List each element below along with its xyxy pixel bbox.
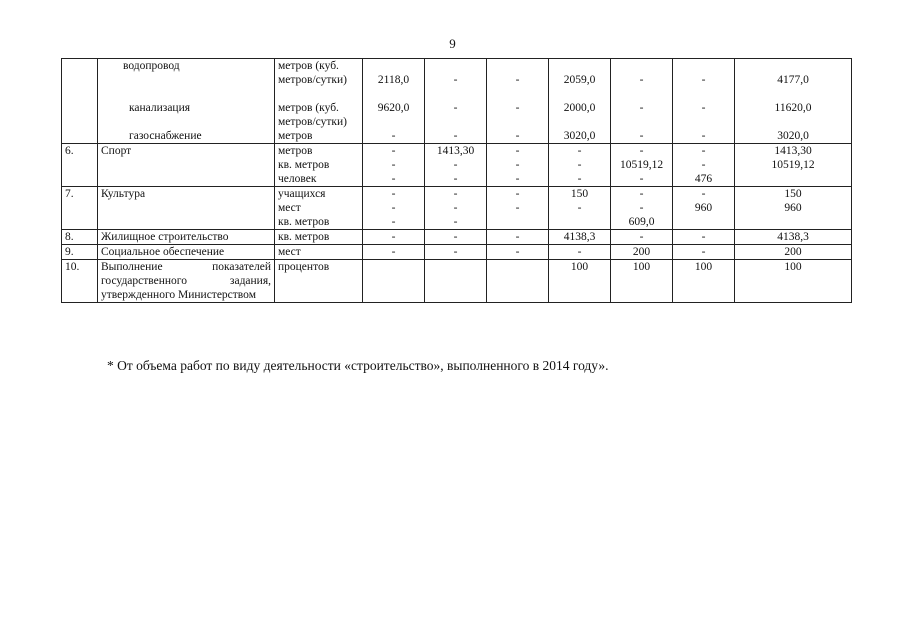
value-line: 2000,0 [563, 102, 596, 114]
value-line [738, 115, 848, 129]
value-line: - [391, 231, 396, 243]
row-name-line: Культура [101, 188, 146, 200]
footnote: * От объема работ по виду деятельности «строительство», выполненного в 2014 году». [107, 358, 609, 373]
value-cell [735, 187, 852, 230]
value-cell [673, 59, 735, 144]
row-unit-line: метров (куб. [278, 60, 339, 72]
value-line: 200 [632, 246, 651, 258]
value-line: 609,0 [628, 216, 655, 228]
value-line: - [453, 74, 458, 86]
row-unit-line: мест [278, 202, 301, 214]
value-line [614, 115, 669, 129]
value-line: - [701, 74, 706, 86]
row-name-line: Спорт [101, 145, 132, 157]
value-line: 3020,0 [777, 130, 809, 142]
row-name [98, 245, 275, 260]
value-line [428, 59, 483, 73]
value-line: - [391, 145, 396, 157]
value-line [676, 115, 731, 129]
value-cell [425, 144, 487, 187]
value-line: 150 [570, 188, 589, 200]
value-line: - [453, 188, 458, 200]
value-cell [673, 245, 735, 260]
value-cell [611, 59, 673, 144]
value-line [552, 59, 607, 73]
value-line: 960 [784, 202, 802, 214]
value-line: - [453, 202, 458, 214]
value-line: 476 [694, 173, 713, 185]
value-line: - [515, 102, 520, 114]
value-cell [487, 59, 549, 144]
data-table [61, 58, 852, 303]
row-name-line: газоснабжение [129, 130, 202, 142]
value-line: - [515, 202, 520, 214]
value-cell [363, 144, 425, 187]
value-line: - [639, 202, 644, 214]
value-cell [425, 245, 487, 260]
value-line: - [701, 188, 706, 200]
value-line [738, 59, 848, 73]
value-line: - [453, 159, 458, 171]
value-line: - [391, 173, 396, 185]
value-cell [611, 187, 673, 230]
value-line: - [515, 246, 520, 258]
value-line: 3020,0 [563, 130, 596, 142]
value-line: - [391, 188, 396, 200]
value-cell [549, 245, 611, 260]
row-unit-line: метров (куб. [278, 102, 339, 114]
value-cell [487, 245, 549, 260]
row-unit-line [278, 87, 359, 101]
value-line: 100 [694, 261, 713, 273]
value-line: - [515, 159, 520, 171]
row-name-text: Выполнение показателей государственного задания, утвержденного Министерством [101, 261, 271, 301]
value-line: - [453, 246, 458, 258]
value-cell [549, 187, 611, 230]
row-unit [275, 187, 363, 230]
value-cell [487, 144, 549, 187]
value-line: 9620,0 [377, 102, 410, 114]
value-cell [549, 144, 611, 187]
value-line: - [639, 173, 644, 185]
value-line: - [515, 74, 520, 86]
row-name-line: Социальное обеспечение [101, 246, 225, 258]
row-number: 7. [62, 187, 98, 230]
value-cell [611, 245, 673, 260]
row-name-line [101, 115, 271, 129]
value-line: - [453, 130, 458, 142]
value-line [366, 59, 421, 73]
value-line [490, 115, 545, 129]
row-name-line [101, 87, 271, 101]
value-line: 11620,0 [774, 102, 812, 114]
value-line: - [391, 130, 396, 142]
row-unit-line: метров/сутки) [278, 74, 347, 86]
value-line: - [515, 145, 520, 157]
value-line: - [391, 159, 396, 171]
row-unit-line: человек [278, 173, 317, 185]
value-line: - [639, 188, 644, 200]
value-line: - [701, 145, 706, 157]
value-line: 4138,3 [777, 231, 809, 243]
value-line: 4177,0 [777, 74, 809, 86]
value-line: - [701, 231, 706, 243]
value-line: - [639, 231, 644, 243]
value-line: - [639, 130, 644, 142]
row-name [98, 187, 275, 230]
value-line: 10519,12 [619, 159, 664, 171]
value-line [552, 115, 607, 129]
value-line [738, 87, 848, 101]
value-cell [363, 187, 425, 230]
value-line: - [701, 246, 706, 258]
value-cell [673, 144, 735, 187]
value-line: 960 [694, 202, 713, 214]
row-unit [275, 59, 363, 144]
value-line [490, 215, 545, 229]
value-line: - [577, 246, 582, 258]
row-unit-line: учащихся [278, 188, 326, 200]
value-line [428, 87, 483, 101]
value-line: - [515, 188, 520, 200]
row-number: 10. [62, 260, 98, 303]
value-cell [425, 187, 487, 230]
value-line: - [577, 202, 582, 214]
value-line: - [391, 246, 396, 258]
row-unit-line: процентов [278, 261, 330, 273]
value-line [676, 59, 731, 73]
value-line: - [701, 159, 706, 171]
row-name-line: Жилищное строительство [101, 231, 229, 243]
value-line: - [391, 202, 396, 214]
value-line [738, 172, 848, 186]
value-line: 4138,3 [563, 231, 596, 243]
value-cell [735, 245, 852, 260]
table-row [62, 59, 852, 144]
row-unit-line: кв. метров [278, 231, 330, 243]
row-name-line: канализация [129, 102, 191, 114]
value-cell [487, 260, 549, 303]
value-line [366, 260, 421, 274]
table-row [62, 230, 852, 245]
value-cell [611, 144, 673, 187]
value-cell [611, 230, 673, 245]
value-line: 2059,0 [563, 74, 596, 86]
value-line: - [391, 216, 396, 228]
value-cell [673, 187, 735, 230]
row-unit [275, 260, 363, 303]
row-unit-line: метров [278, 130, 313, 142]
value-cell [735, 260, 852, 303]
value-line [614, 59, 669, 73]
value-cell [487, 230, 549, 245]
value-line [676, 87, 731, 101]
value-cell [425, 230, 487, 245]
value-line: - [515, 231, 520, 243]
value-line: - [453, 173, 458, 185]
table-row [62, 260, 852, 303]
value-line: - [453, 216, 458, 228]
value-line: - [639, 102, 644, 114]
value-line: 100 [570, 261, 589, 273]
value-line [366, 87, 421, 101]
value-line: - [577, 159, 582, 171]
row-name-line [101, 73, 271, 87]
value-line: 100 [784, 261, 802, 273]
row-name [98, 144, 275, 187]
value-cell [735, 230, 852, 245]
value-line: 150 [784, 188, 802, 200]
row-number: 8. [62, 230, 98, 245]
value-cell [363, 260, 425, 303]
row-name [98, 59, 275, 144]
value-line: - [639, 74, 644, 86]
value-cell [735, 59, 852, 144]
row-unit [275, 245, 363, 260]
table-row [62, 245, 852, 260]
value-line: - [453, 231, 458, 243]
value-line [738, 215, 848, 229]
row-unit-line: мест [278, 246, 301, 258]
row-unit-line: кв. метров [278, 159, 330, 171]
row-unit [275, 230, 363, 245]
value-line: 200 [784, 246, 802, 258]
row-number [62, 59, 98, 144]
value-line: 2118,0 [377, 74, 410, 86]
value-line [490, 59, 545, 73]
value-line: 100 [632, 261, 651, 273]
value-line [428, 260, 483, 274]
value-line: - [515, 173, 520, 185]
value-cell [363, 230, 425, 245]
value-line [490, 260, 545, 274]
row-name-line: водопровод [123, 60, 180, 72]
row-number: 9. [62, 245, 98, 260]
value-cell [611, 260, 673, 303]
row-name [98, 230, 275, 245]
value-line [552, 215, 607, 229]
value-cell [673, 230, 735, 245]
row-unit-line: метров/сутки) [278, 116, 347, 128]
row-unit-line: метров [278, 145, 313, 157]
value-line: 1413,30 [774, 145, 812, 157]
value-cell [363, 59, 425, 144]
value-line: 1413,30 [436, 145, 475, 157]
value-line [552, 87, 607, 101]
row-name [98, 260, 275, 303]
table-row [62, 187, 852, 230]
table-row [62, 144, 852, 187]
row-unit [275, 144, 363, 187]
row-unit-line: кв. метров [278, 216, 330, 228]
value-line: - [515, 130, 520, 142]
value-line: - [577, 173, 582, 185]
value-line: - [639, 145, 644, 157]
value-line [676, 215, 731, 229]
value-line: - [701, 102, 706, 114]
value-line: - [577, 145, 582, 157]
value-cell [549, 59, 611, 144]
value-cell [487, 187, 549, 230]
value-cell [363, 245, 425, 260]
value-line [614, 87, 669, 101]
value-line: - [701, 130, 706, 142]
value-cell [425, 260, 487, 303]
value-line [366, 115, 421, 129]
value-line: 10519,12 [771, 159, 815, 171]
page-number: 9 [449, 36, 456, 51]
value-line [490, 87, 545, 101]
value-cell [673, 260, 735, 303]
value-line [428, 115, 483, 129]
row-number: 6. [62, 144, 98, 187]
value-cell [425, 59, 487, 144]
value-cell [549, 230, 611, 245]
value-cell [735, 144, 852, 187]
value-line: - [453, 102, 458, 114]
value-cell [549, 260, 611, 303]
